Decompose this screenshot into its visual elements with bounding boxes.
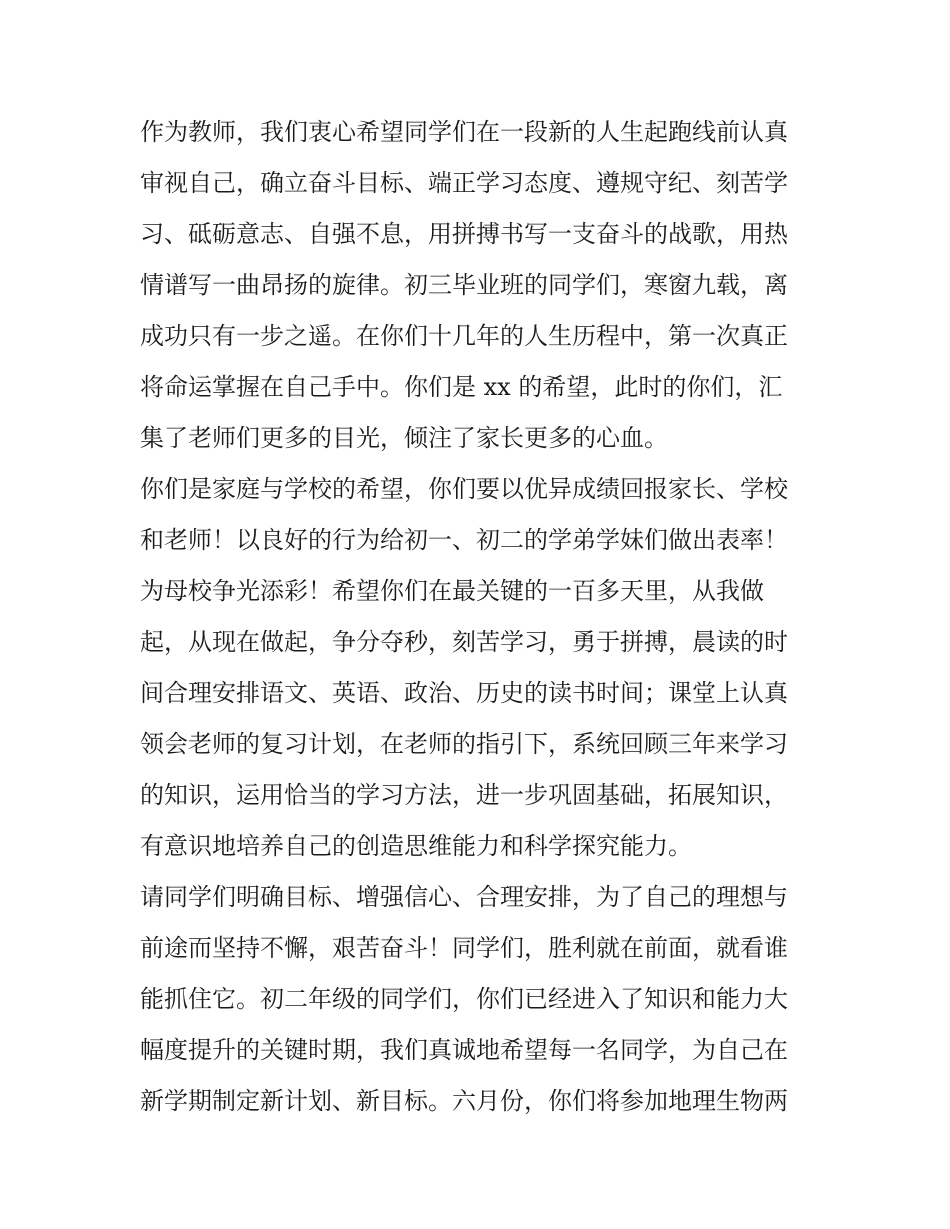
text-line: 习、砥砺意志、自强不息，用拼搏书写一支奋斗的战歌，用热	[140, 220, 788, 248]
text-line: 间合理安排语文、英语、政治、历史的读书时间；课堂上认真	[140, 679, 788, 707]
text-line: 新学期制定新计划、新目标。六月份，你们将参加地理生物两	[140, 1087, 788, 1115]
text-line: 请同学们明确目标、增强信心、合理安排，为了自己的理想与	[140, 883, 788, 911]
text-line: 前途而坚持不懈，艰苦奋斗！同学们，胜利就在前面，就看谁	[140, 934, 788, 962]
text-line: 作为教师，我们衷心希望同学们在一段新的人生起跑线前认真	[140, 118, 788, 146]
text-line: 成功只有一步之遥。在你们十几年的人生历程中，第一次真正	[140, 322, 788, 350]
text-line: 起，从现在做起，争分夺秒，刻苦学习，勇于拼搏，晨读的时	[140, 628, 788, 656]
document-body	[140, 107, 820, 1127]
text-line: 有意识地培养自己的创造思维能力和科学探究能力。	[140, 832, 692, 860]
text-line: 你们是家庭与学校的希望，你们要以优异成绩回报家长、学校	[140, 475, 788, 503]
text-line: 领会老师的复习计划，在老师的指引下，系统回顾三年来学习	[140, 730, 788, 758]
text-line: 的知识，运用恰当的学习方法，进一步巩固基础，拓展知识，	[140, 781, 788, 809]
text-line: 集了老师们更多的目光，倾注了家长更多的心血。	[140, 424, 668, 452]
text-line: 将命运掌握在自己手中。你们是 xx 的希望，此时的你们，汇	[140, 373, 783, 401]
text-line: 为母校争光添彩！希望你们在最关键的一百多天里，从我做	[140, 577, 764, 605]
text-line: 审视自己，确立奋斗目标、端正学习态度、遵规守纪、刻苦学	[140, 169, 788, 197]
text-line: 和老师！以良好的行为给初一、初二的学弟学妹们做出表率！	[140, 526, 788, 554]
text-line: 能抓住它。初二年级的同学们，你们已经进入了知识和能力大	[140, 985, 788, 1013]
text-line: 幅度提升的关键时期，我们真诚地希望每一名同学，为自己在	[140, 1036, 788, 1064]
text-line: 情谱写一曲昂扬的旋律。初三毕业班的同学们，寒窗九载，离	[140, 271, 788, 299]
